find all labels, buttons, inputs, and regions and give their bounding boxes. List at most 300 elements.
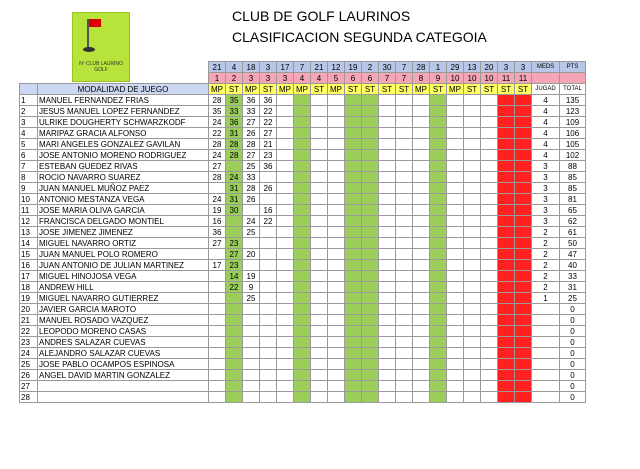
score-cell [277, 194, 294, 205]
score-cell [430, 304, 447, 315]
total-cell: 0 [560, 315, 586, 326]
score-cell [345, 293, 362, 304]
score-cell [260, 227, 277, 238]
score-cell [515, 216, 532, 227]
score-cell [430, 194, 447, 205]
date-cell: 13 [464, 62, 481, 73]
round-cell: 10 [481, 73, 498, 84]
row-index: 10 [20, 194, 38, 205]
score-cell [226, 293, 243, 304]
mode-cell: ST [498, 84, 515, 95]
score-cell [430, 227, 447, 238]
row-index: 14 [20, 238, 38, 249]
date-cell: 17 [277, 62, 294, 73]
score-cell [328, 304, 345, 315]
mode-cell: MP [294, 84, 311, 95]
score-cell: 22 [260, 216, 277, 227]
table-row [20, 260, 586, 271]
score-cell [447, 315, 464, 326]
score-cell: 24 [243, 216, 260, 227]
total-cell: 65 [560, 205, 586, 216]
table-row [20, 348, 586, 359]
score-cell [294, 260, 311, 271]
score-cell [362, 337, 379, 348]
score-cell [498, 150, 515, 161]
score-cell [447, 271, 464, 282]
score-cell [430, 359, 447, 370]
score-cell [515, 260, 532, 271]
score-cell [413, 326, 430, 337]
score-cell [481, 381, 498, 392]
header-pts: PTS [560, 62, 586, 73]
mode-cell: ST [362, 84, 379, 95]
score-cell: 27 [226, 249, 243, 260]
score-cell [396, 359, 413, 370]
score-cell [379, 172, 396, 183]
score-cell [447, 216, 464, 227]
score-cell [379, 128, 396, 139]
score-cell: 36 [260, 95, 277, 106]
score-cell [311, 392, 328, 403]
date-cell: 12 [328, 62, 345, 73]
score-cell [413, 271, 430, 282]
score-cell [430, 183, 447, 194]
score-cell [447, 392, 464, 403]
total-cell: 47 [560, 249, 586, 260]
score-cell [396, 238, 413, 249]
score-cell [328, 282, 345, 293]
table-row [20, 117, 586, 128]
score-cell [498, 216, 515, 227]
table-row [20, 216, 586, 227]
score-cell [294, 205, 311, 216]
score-cell [447, 381, 464, 392]
round-cell: 7 [396, 73, 413, 84]
score-cell: 20 [243, 249, 260, 260]
jugad-cell: 3 [532, 216, 560, 227]
golf-hole-icon [83, 47, 95, 52]
score-cell [345, 150, 362, 161]
score-cell [345, 304, 362, 315]
score-cell [430, 348, 447, 359]
score-cell [362, 293, 379, 304]
score-cell [362, 238, 379, 249]
score-cell [464, 271, 481, 282]
round-cell: 6 [345, 73, 362, 84]
score-cell: 31 [226, 194, 243, 205]
jugad-cell: 3 [532, 161, 560, 172]
jugad-cell: 3 [532, 183, 560, 194]
score-cell [345, 227, 362, 238]
total-cell: 33 [560, 271, 586, 282]
score-cell [413, 370, 430, 381]
logo-caption: Nº CLUB LAURINO GOLF [79, 61, 123, 73]
score-cell [311, 183, 328, 194]
score-cell [260, 381, 277, 392]
score-cell [515, 304, 532, 315]
score-cell [413, 304, 430, 315]
score-cell: 35 [209, 106, 226, 117]
score-cell [379, 95, 396, 106]
score-cell: 22 [260, 106, 277, 117]
row-index: 19 [20, 293, 38, 304]
total-cell: 81 [560, 194, 586, 205]
player-name: ANDRES SALAZAR CUEVAS [38, 337, 209, 348]
score-cell [328, 161, 345, 172]
score-cell [277, 95, 294, 106]
date-cell: 1 [430, 62, 447, 73]
row-index: 27 [20, 381, 38, 392]
score-cell [481, 106, 498, 117]
score-cell [498, 359, 515, 370]
total-cell: 40 [560, 260, 586, 271]
total-cell: 0 [560, 370, 586, 381]
score-cell [396, 304, 413, 315]
mode-cell: MP [328, 84, 345, 95]
player-name: JOSE ANTONIO MORENO RODRIGUEZ [38, 150, 209, 161]
score-cell [311, 106, 328, 117]
score-cell [260, 359, 277, 370]
date-cell: 2 [362, 62, 379, 73]
score-cell [481, 128, 498, 139]
score-cell: 28 [243, 183, 260, 194]
date-cell: 19 [345, 62, 362, 73]
score-cell [209, 348, 226, 359]
score-cell [362, 348, 379, 359]
score-cell [447, 194, 464, 205]
score-cell [277, 161, 294, 172]
score-cell [481, 205, 498, 216]
score-cell [481, 139, 498, 150]
score-cell [311, 205, 328, 216]
score-cell [311, 326, 328, 337]
score-cell [209, 315, 226, 326]
score-cell [396, 194, 413, 205]
jugad-cell: 3 [532, 205, 560, 216]
score-cell [277, 381, 294, 392]
score-cell [413, 227, 430, 238]
score-cell [226, 304, 243, 315]
score-cell [260, 370, 277, 381]
score-cell [498, 249, 515, 260]
score-cell [277, 260, 294, 271]
round-cell: 5 [328, 73, 345, 84]
score-cell [260, 282, 277, 293]
score-cell [481, 172, 498, 183]
score-cell [345, 161, 362, 172]
score-cell [277, 183, 294, 194]
score-cell [515, 150, 532, 161]
score-cell [328, 260, 345, 271]
score-cell [430, 271, 447, 282]
score-cell [294, 161, 311, 172]
score-cell [396, 106, 413, 117]
score-cell [209, 370, 226, 381]
score-cell [277, 304, 294, 315]
score-cell: 24 [226, 172, 243, 183]
score-cell [464, 150, 481, 161]
mode-cell: MP [277, 84, 294, 95]
score-cell [243, 205, 260, 216]
score-cell [498, 315, 515, 326]
score-cell [362, 249, 379, 260]
score-cell [328, 337, 345, 348]
score-cell [498, 370, 515, 381]
score-cell: 24 [209, 150, 226, 161]
score-cell [396, 161, 413, 172]
row-index: 26 [20, 370, 38, 381]
score-cell [379, 216, 396, 227]
table-row [20, 304, 586, 315]
score-cell [413, 183, 430, 194]
flag-icon [89, 19, 101, 27]
player-name: LEOPODO MORENO CASAS [38, 326, 209, 337]
score-cell [464, 348, 481, 359]
score-cell [209, 304, 226, 315]
score-cell: 23 [226, 260, 243, 271]
score-cell [294, 139, 311, 150]
score-cell [345, 106, 362, 117]
score-cell [379, 282, 396, 293]
score-cell [260, 348, 277, 359]
index-header [20, 84, 38, 95]
score-cell [396, 249, 413, 260]
score-cell [481, 161, 498, 172]
score-cell: 28 [226, 150, 243, 161]
round-cell: 10 [464, 73, 481, 84]
header-blank [560, 73, 586, 84]
score-cell [328, 315, 345, 326]
score-cell [362, 150, 379, 161]
score-cell [464, 183, 481, 194]
score-cell [277, 227, 294, 238]
score-cell [311, 282, 328, 293]
score-cell [515, 161, 532, 172]
jugad-cell [532, 370, 560, 381]
score-cell: 16 [209, 216, 226, 227]
score-cell [481, 95, 498, 106]
table-row [20, 315, 586, 326]
score-cell [294, 194, 311, 205]
score-cell [362, 392, 379, 403]
player-name: JUAN ANTONIO DE JULIAN MARTINEZ [38, 260, 209, 271]
round-cell: 2 [226, 73, 243, 84]
score-cell [430, 205, 447, 216]
score-cell [447, 293, 464, 304]
score-cell [328, 183, 345, 194]
score-cell [328, 117, 345, 128]
score-cell [345, 260, 362, 271]
score-cell: 27 [209, 161, 226, 172]
score-cell [294, 216, 311, 227]
score-cell: 19 [243, 271, 260, 282]
score-cell [430, 117, 447, 128]
row-index: 11 [20, 205, 38, 216]
score-cell [379, 183, 396, 194]
row-index: 12 [20, 216, 38, 227]
player-name: JUAN MANUEL POLO ROMERO [38, 249, 209, 260]
score-cell [447, 128, 464, 139]
round-cell: 7 [379, 73, 396, 84]
score-cell [209, 381, 226, 392]
total-cell: 109 [560, 117, 586, 128]
score-cell [481, 282, 498, 293]
jugad-cell: 2 [532, 249, 560, 260]
score-cell [226, 392, 243, 403]
row-index: 9 [20, 183, 38, 194]
score-cell [362, 227, 379, 238]
score-cell [311, 260, 328, 271]
score-cell [396, 128, 413, 139]
score-cell [345, 238, 362, 249]
score-cell [498, 183, 515, 194]
score-cell [447, 337, 464, 348]
score-cell [481, 326, 498, 337]
player-name: JOSE JIMENEZ JIMENEZ [38, 227, 209, 238]
score-cell [498, 172, 515, 183]
score-cell [362, 370, 379, 381]
date-cell: 18 [243, 62, 260, 73]
score-cell [362, 271, 379, 282]
score-cell [277, 106, 294, 117]
score-cell [396, 183, 413, 194]
modalidad-label: MODALIDAD DE JUEGO [38, 84, 209, 95]
score-cell [277, 205, 294, 216]
score-cell [226, 227, 243, 238]
score-cell [515, 315, 532, 326]
score-cell [243, 348, 260, 359]
round-cell: 10 [447, 73, 464, 84]
player-name: MARIPAZ GRACIA ALFONSO [38, 128, 209, 139]
total-cell: 0 [560, 381, 586, 392]
score-cell [447, 183, 464, 194]
score-cell [345, 205, 362, 216]
score-cell [379, 139, 396, 150]
table-row [20, 139, 586, 150]
score-cell [464, 139, 481, 150]
score-cell [464, 293, 481, 304]
score-cell [447, 359, 464, 370]
total-cell: 85 [560, 183, 586, 194]
total-cell: 102 [560, 150, 586, 161]
score-cell [464, 128, 481, 139]
score-cell [379, 117, 396, 128]
column-total: TOTAL [560, 84, 586, 95]
score-cell: 26 [243, 128, 260, 139]
score-cell [294, 271, 311, 282]
jugad-cell [532, 381, 560, 392]
score-cell [311, 359, 328, 370]
date-cell: 4 [226, 62, 243, 73]
score-cell [311, 238, 328, 249]
row-index: 28 [20, 392, 38, 403]
score-cell [294, 392, 311, 403]
score-cell [226, 326, 243, 337]
score-cell: 23 [226, 238, 243, 249]
total-cell: 0 [560, 359, 586, 370]
score-cell [481, 194, 498, 205]
table-row [20, 282, 586, 293]
score-cell [362, 117, 379, 128]
score-cell [464, 205, 481, 216]
player-name [38, 392, 209, 403]
score-cell [260, 172, 277, 183]
score-cell [379, 194, 396, 205]
mode-cell: MP [243, 84, 260, 95]
score-cell [345, 271, 362, 282]
score-cell [464, 315, 481, 326]
score-cell [464, 194, 481, 205]
total-cell: 25 [560, 293, 586, 304]
score-cell: 26 [260, 183, 277, 194]
score-cell [396, 95, 413, 106]
score-cell [277, 359, 294, 370]
row-index: 24 [20, 348, 38, 359]
table-row [20, 271, 586, 282]
round-cell: 4 [294, 73, 311, 84]
score-cell [294, 249, 311, 260]
mode-cell: ST [396, 84, 413, 95]
score-cell [311, 249, 328, 260]
score-cell [311, 172, 328, 183]
score-cell [379, 106, 396, 117]
score-cell [362, 128, 379, 139]
score-cell [464, 216, 481, 227]
score-cell [481, 304, 498, 315]
score-cell [379, 359, 396, 370]
round-cell: 6 [362, 73, 379, 84]
round-cell: 4 [311, 73, 328, 84]
score-cell [481, 238, 498, 249]
score-cell [277, 315, 294, 326]
score-cell [379, 205, 396, 216]
score-cell [311, 139, 328, 150]
score-cell [243, 370, 260, 381]
score-cell [311, 315, 328, 326]
score-cell [447, 205, 464, 216]
score-cell [328, 348, 345, 359]
score-cell [498, 139, 515, 150]
table-row [20, 326, 586, 337]
score-cell [379, 337, 396, 348]
score-cell: 16 [260, 205, 277, 216]
score-cell [362, 95, 379, 106]
score-cell [396, 260, 413, 271]
score-cell [294, 304, 311, 315]
score-cell: 27 [243, 150, 260, 161]
score-cell [294, 381, 311, 392]
table-row [20, 227, 586, 238]
score-cell [362, 161, 379, 172]
score-cell [498, 304, 515, 315]
score-cell [277, 249, 294, 260]
score-cell: 33 [226, 106, 243, 117]
score-cell [430, 392, 447, 403]
score-cell [379, 370, 396, 381]
row-index: 20 [20, 304, 38, 315]
score-cell [277, 128, 294, 139]
score-cell [345, 128, 362, 139]
jugad-cell [532, 315, 560, 326]
score-cell [379, 249, 396, 260]
score-cell [311, 117, 328, 128]
score-cell [311, 348, 328, 359]
score-cell [515, 348, 532, 359]
table-row [20, 370, 586, 381]
score-cell: 25 [243, 227, 260, 238]
row-index: 7 [20, 161, 38, 172]
score-cell: 30 [226, 205, 243, 216]
